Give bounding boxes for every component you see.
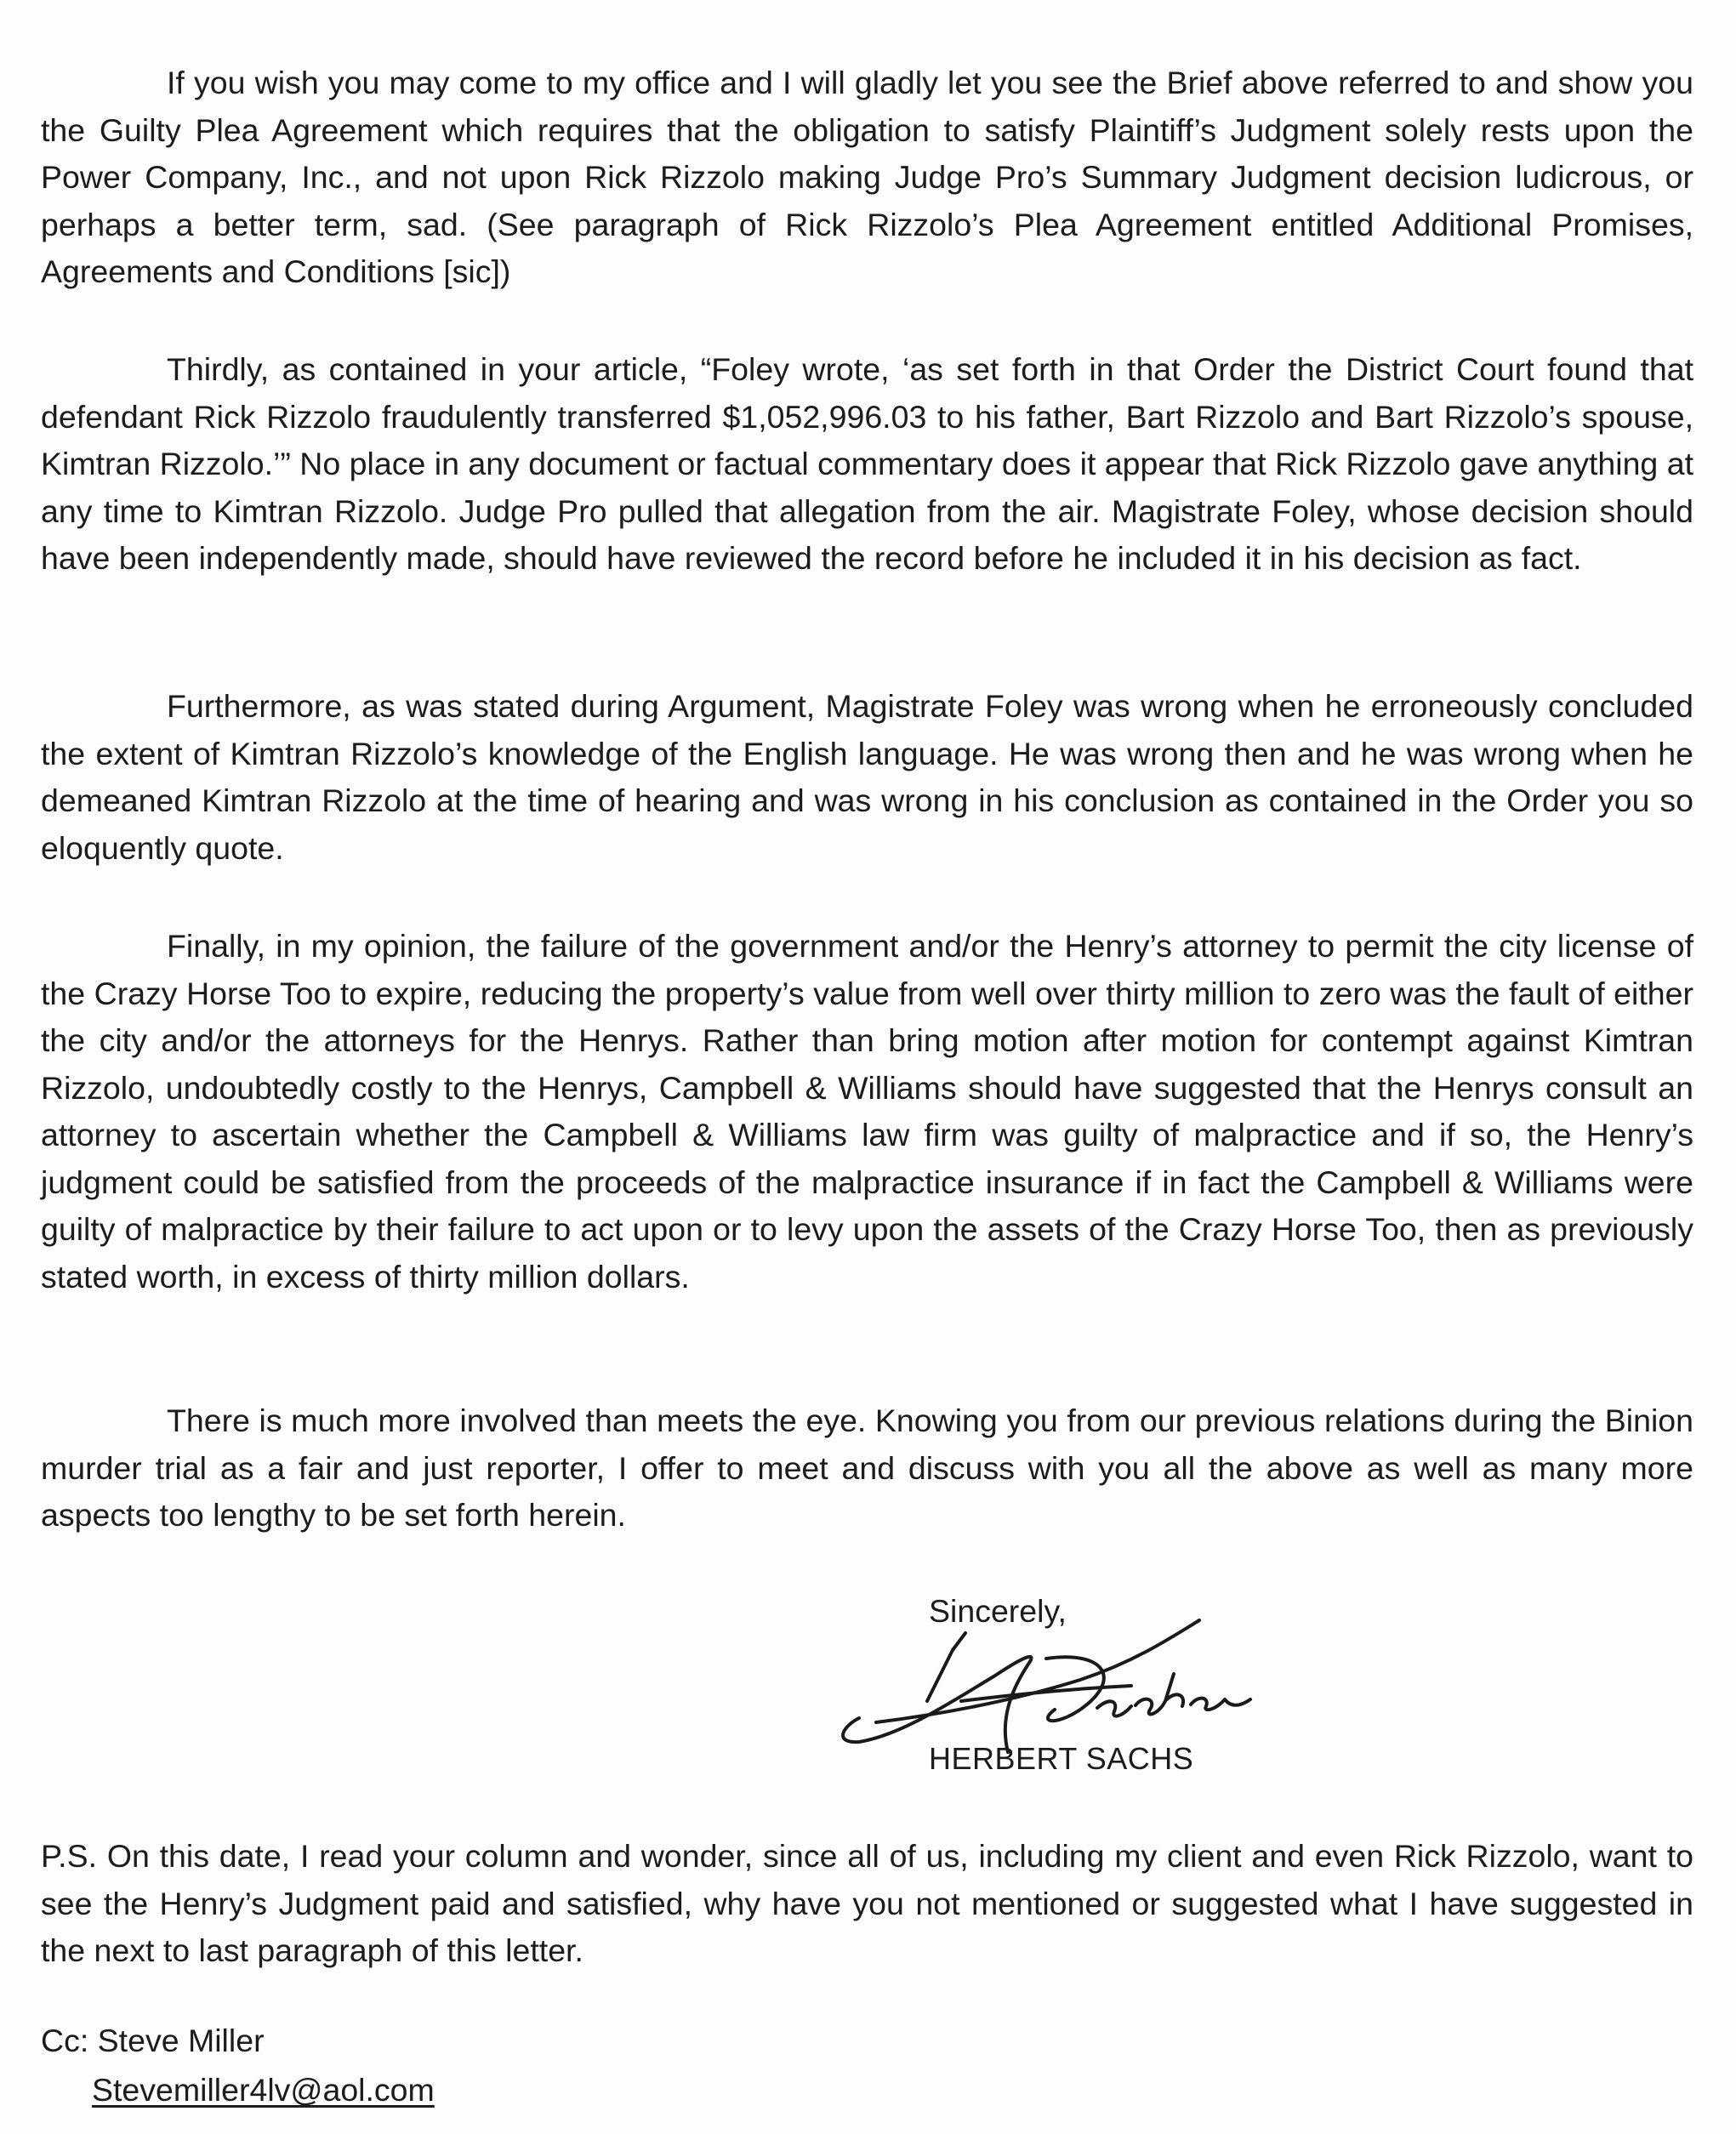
paragraph-finally: Finally, in my opinion, the failure of the government and/or the Henry’s attorney to permit the city license of the Crazy Horse Too to expire, reducing the property’s value from well over thirty million to zero was the fault of either the city and/or the attorneys for the Henrys. Rather than bring motion after motion for contempt against Kimtran Rizzolo, undoubtedly costly to the Henrys, Campbell & Williams should have suggested that the Henrys consult an attorney to ascertain whether the Campbell & Williams law firm was guilty of malpractice and if so, the Henry’s judgment could be satisfied from the proceeds of the malpractice insurance if in fact the Campbell & Williams were guilty of malpractice by their failure to act upon or to levy upon the assets of the Crazy Horse Too, then as previously stated worth, in excess of thirty million dollars. [41,928,1693,1295]
paragraph-thirdly: Thirdly, as contained in your article, “Foley wrote, ‘as set forth in that Order the District Court found that defendant Rick Rizzolo fraudulently transferred $1,052,996.03 to his father, Bart Rizzolo and Bart Rizzolo’s spouse, Kimtran Rizzolo.’” No place in any document or factual commentary does it appear that Rick Rizzolo gave anything at any time to Kimtran Rizzolo. Judge Pro pulled that allegation from the air. Magistrate Foley, whose decision should have been independently made, should have reviewed the record before he included it in his decision as fact. [41,351,1693,576]
paragraph-brief-offer: If you wish you may come to my office and I will gladly let you see the Brief above referred to and show you the Guilty Plea Agreement which requires that the obligation to satisfy Plaintiff’s Judgment solely rests upon the Power Company, Inc., and not upon Rick Rizzolo making Judge Pro’s Summary Judgment decision ludicrous, or perhaps a better term, sad. (See paragraph of Rick Rizzolo’s Plea Agreement entitled Additional Promises, Agreements and Conditions [sic]) [41,65,1693,289]
cc-email-link[interactable]: Stevemiller4lv@aol.com [92,2072,435,2108]
cc-recipient: Cc: Steve Miller [41,2023,265,2058]
postscript: P.S. On this date, I read your column and wonder, since all of us, including my client and even Rick Rizzolo, want to see the Henry’s Judgment paid and satisfied, why have you not mentioned or suggested what I have suggested in the next to last paragraph of this letter. [41,1838,1693,1968]
closing-salutation: Sincerely, [929,1593,1067,1629]
paragraph-furthermore: Furthermore, as was stated during Argument, Magistrate Foley was wrong when he erroneously concluded the extent of Kimtran Rizzolo’s knowledge of the English language. He was wrong then and he was wrong when he demeaned Kimtran Rizzolo at the time of hearing and was wrong in his conclusion as contained in the Order you so eloquently quote. [41,688,1693,866]
paragraph-more-involved: There is much more involved than meets the eye. Knowing you from our previous relations during the Binion murder trial as a fair and just reporter, I offer to meet and discuss with you all the above as well as many more aspects too lengthy to be set forth herein. [41,1403,1693,1533]
signer-name: HERBERT SACHS [929,1741,1194,1776]
